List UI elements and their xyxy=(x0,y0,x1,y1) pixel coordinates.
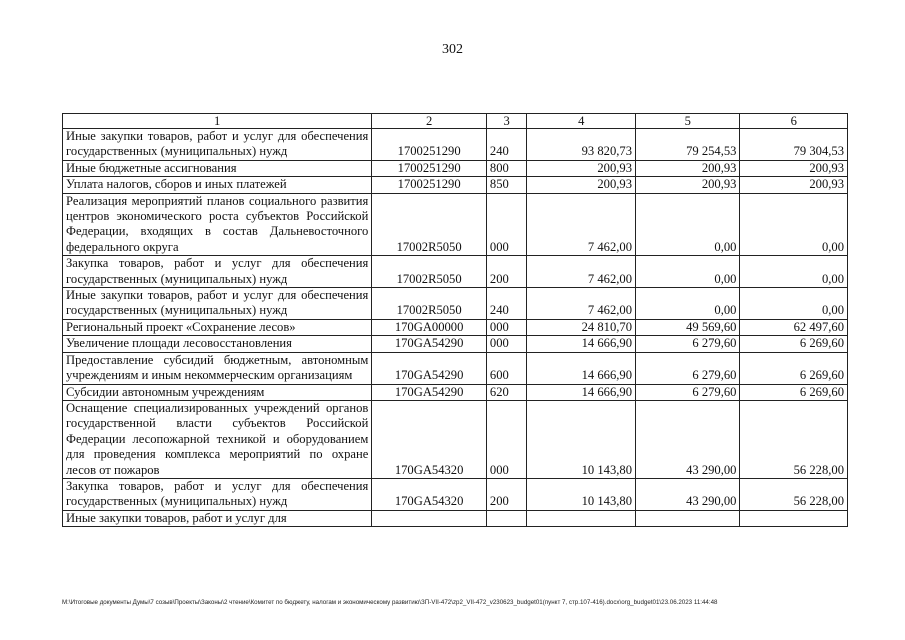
row-type-cell: 600 xyxy=(486,352,527,384)
column-header-5: 5 xyxy=(636,114,740,129)
row-name-cell: Оснащение специализированных учреждений органов государственной власти субъектов Российской Федерации лесопожарной техникой и оборудованием для проведения комплекса мероприятий по охране лесов от пожаров xyxy=(63,400,372,478)
column-header-1: 1 xyxy=(63,114,372,129)
row-code-cell: 17002R5050 xyxy=(372,193,487,256)
row-value-5-cell: 0,00 xyxy=(636,256,740,288)
table-row xyxy=(63,177,848,193)
row-name-cell: Иные бюджетные ассигнования xyxy=(63,160,372,176)
row-value-4-cell: 200,93 xyxy=(527,177,636,193)
row-type-cell: 000 xyxy=(486,400,527,478)
row-value-4-cell: 10 143,80 xyxy=(527,478,636,510)
row-value-6-cell: 62 497,60 xyxy=(740,319,848,335)
column-header-3: 3 xyxy=(486,114,527,129)
row-value-4-cell: 24 810,70 xyxy=(527,319,636,335)
row-type-cell: 240 xyxy=(486,288,527,320)
table-row xyxy=(63,129,848,161)
row-code-cell: 170GA00000 xyxy=(372,319,487,335)
row-name-cell: Субсидии автономным учреждениям xyxy=(63,384,372,400)
row-value-5-cell: 200,93 xyxy=(636,177,740,193)
row-name-cell: Реализация мероприятий планов социального развития центров экономического роста субъектов Российской Федерации, входящих в состав Дальневосточного федерального округа xyxy=(63,193,372,256)
row-code-cell: 17002R5050 xyxy=(372,288,487,320)
row-value-6-cell xyxy=(740,510,848,526)
row-type-cell xyxy=(486,510,527,526)
row-type-cell: 000 xyxy=(486,319,527,335)
table-row xyxy=(63,400,848,478)
table-row xyxy=(63,193,848,256)
row-code-cell: 170GA54290 xyxy=(372,352,487,384)
row-value-4-cell: 7 462,00 xyxy=(527,193,636,256)
table-row xyxy=(63,288,848,320)
row-name-cell: Иные закупки товаров, работ и услуг для xyxy=(63,510,372,526)
row-code-cell: 170GA54320 xyxy=(372,400,487,478)
row-value-5-cell: 0,00 xyxy=(636,193,740,256)
row-type-cell: 800 xyxy=(486,160,527,176)
row-type-cell: 000 xyxy=(486,193,527,256)
row-code-cell: 1700251290 xyxy=(372,177,487,193)
row-value-5-cell: 43 290,00 xyxy=(636,400,740,478)
row-value-4-cell: 200,93 xyxy=(527,160,636,176)
row-type-cell: 240 xyxy=(486,129,527,161)
row-name-cell: Иные закупки товаров, работ и услуг для обеспечения государственных (муниципальных) нужд xyxy=(63,288,372,320)
document-path-footer: M:\Итоговые документы Думы\7 созыв\Проекты\Законы\2 чтение\Комитет по бюджету, налогам и экономическому развитию\ЗП-VII-472\zp2_VII-472_v230623_budget01(пункт 7, стр.107-416).docx\org_budget01\23.06.2023 11:44:48 xyxy=(62,599,718,606)
row-name-cell: Региональный проект «Сохранение лесов» xyxy=(63,319,372,335)
table-row xyxy=(63,336,848,352)
row-value-6-cell: 200,93 xyxy=(740,177,848,193)
column-header-6: 6 xyxy=(740,114,848,129)
row-value-4-cell: 93 820,73 xyxy=(527,129,636,161)
row-type-cell: 200 xyxy=(486,256,527,288)
row-type-cell: 000 xyxy=(486,336,527,352)
row-value-6-cell: 6 269,60 xyxy=(740,336,848,352)
row-type-cell: 200 xyxy=(486,478,527,510)
row-name-cell: Закупка товаров, работ и услуг для обеспечения государственных (муниципальных) нужд xyxy=(63,478,372,510)
row-value-4-cell: 10 143,80 xyxy=(527,400,636,478)
row-value-4-cell xyxy=(527,510,636,526)
row-name-cell: Иные закупки товаров, работ и услуг для обеспечения государственных (муниципальных) нужд xyxy=(63,129,372,161)
row-value-6-cell: 200,93 xyxy=(740,160,848,176)
row-value-4-cell: 14 666,90 xyxy=(527,384,636,400)
row-code-cell xyxy=(372,510,487,526)
column-header-4: 4 xyxy=(527,114,636,129)
row-code-cell: 170GA54320 xyxy=(372,478,487,510)
table-row xyxy=(63,384,848,400)
table-row xyxy=(63,319,848,335)
row-code-cell: 17002R5050 xyxy=(372,256,487,288)
row-value-6-cell: 6 269,60 xyxy=(740,352,848,384)
row-name-cell: Уплата налогов, сборов и иных платежей xyxy=(63,177,372,193)
table-header-row xyxy=(63,114,848,129)
row-value-6-cell: 6 269,60 xyxy=(740,384,848,400)
table-row xyxy=(63,510,848,526)
row-value-4-cell: 14 666,90 xyxy=(527,352,636,384)
row-value-4-cell: 14 666,90 xyxy=(527,336,636,352)
table-row xyxy=(63,352,848,384)
budget-table xyxy=(62,113,848,527)
row-value-5-cell: 0,00 xyxy=(636,288,740,320)
row-value-4-cell: 7 462,00 xyxy=(527,288,636,320)
column-header-2: 2 xyxy=(372,114,487,129)
row-value-6-cell: 56 228,00 xyxy=(740,400,848,478)
row-value-5-cell: 79 254,53 xyxy=(636,129,740,161)
row-value-5-cell: 6 279,60 xyxy=(636,352,740,384)
row-value-5-cell xyxy=(636,510,740,526)
row-value-5-cell: 6 279,60 xyxy=(636,384,740,400)
table-row xyxy=(63,478,848,510)
row-value-5-cell: 43 290,00 xyxy=(636,478,740,510)
page-number: 302 xyxy=(442,42,463,57)
row-value-5-cell: 200,93 xyxy=(636,160,740,176)
row-name-cell: Предоставление субсидий бюджетным, автономным учреждениям и иным некоммерческим организациям xyxy=(63,352,372,384)
table-row xyxy=(63,256,848,288)
row-value-5-cell: 49 569,60 xyxy=(636,319,740,335)
row-type-cell: 620 xyxy=(486,384,527,400)
row-value-6-cell: 56 228,00 xyxy=(740,478,848,510)
row-value-4-cell: 7 462,00 xyxy=(527,256,636,288)
row-value-6-cell: 79 304,53 xyxy=(740,129,848,161)
row-name-cell: Увеличение площади лесовосстановления xyxy=(63,336,372,352)
table-body xyxy=(63,129,848,527)
row-code-cell: 170GA54290 xyxy=(372,336,487,352)
row-name-cell: Закупка товаров, работ и услуг для обеспечения государственных (муниципальных) нужд xyxy=(63,256,372,288)
row-value-6-cell: 0,00 xyxy=(740,193,848,256)
row-value-5-cell: 6 279,60 xyxy=(636,336,740,352)
row-code-cell: 1700251290 xyxy=(372,129,487,161)
row-code-cell: 1700251290 xyxy=(372,160,487,176)
table-row xyxy=(63,160,848,176)
row-value-6-cell: 0,00 xyxy=(740,288,848,320)
row-type-cell: 850 xyxy=(486,177,527,193)
row-value-6-cell: 0,00 xyxy=(740,256,848,288)
row-code-cell: 170GA54290 xyxy=(372,384,487,400)
